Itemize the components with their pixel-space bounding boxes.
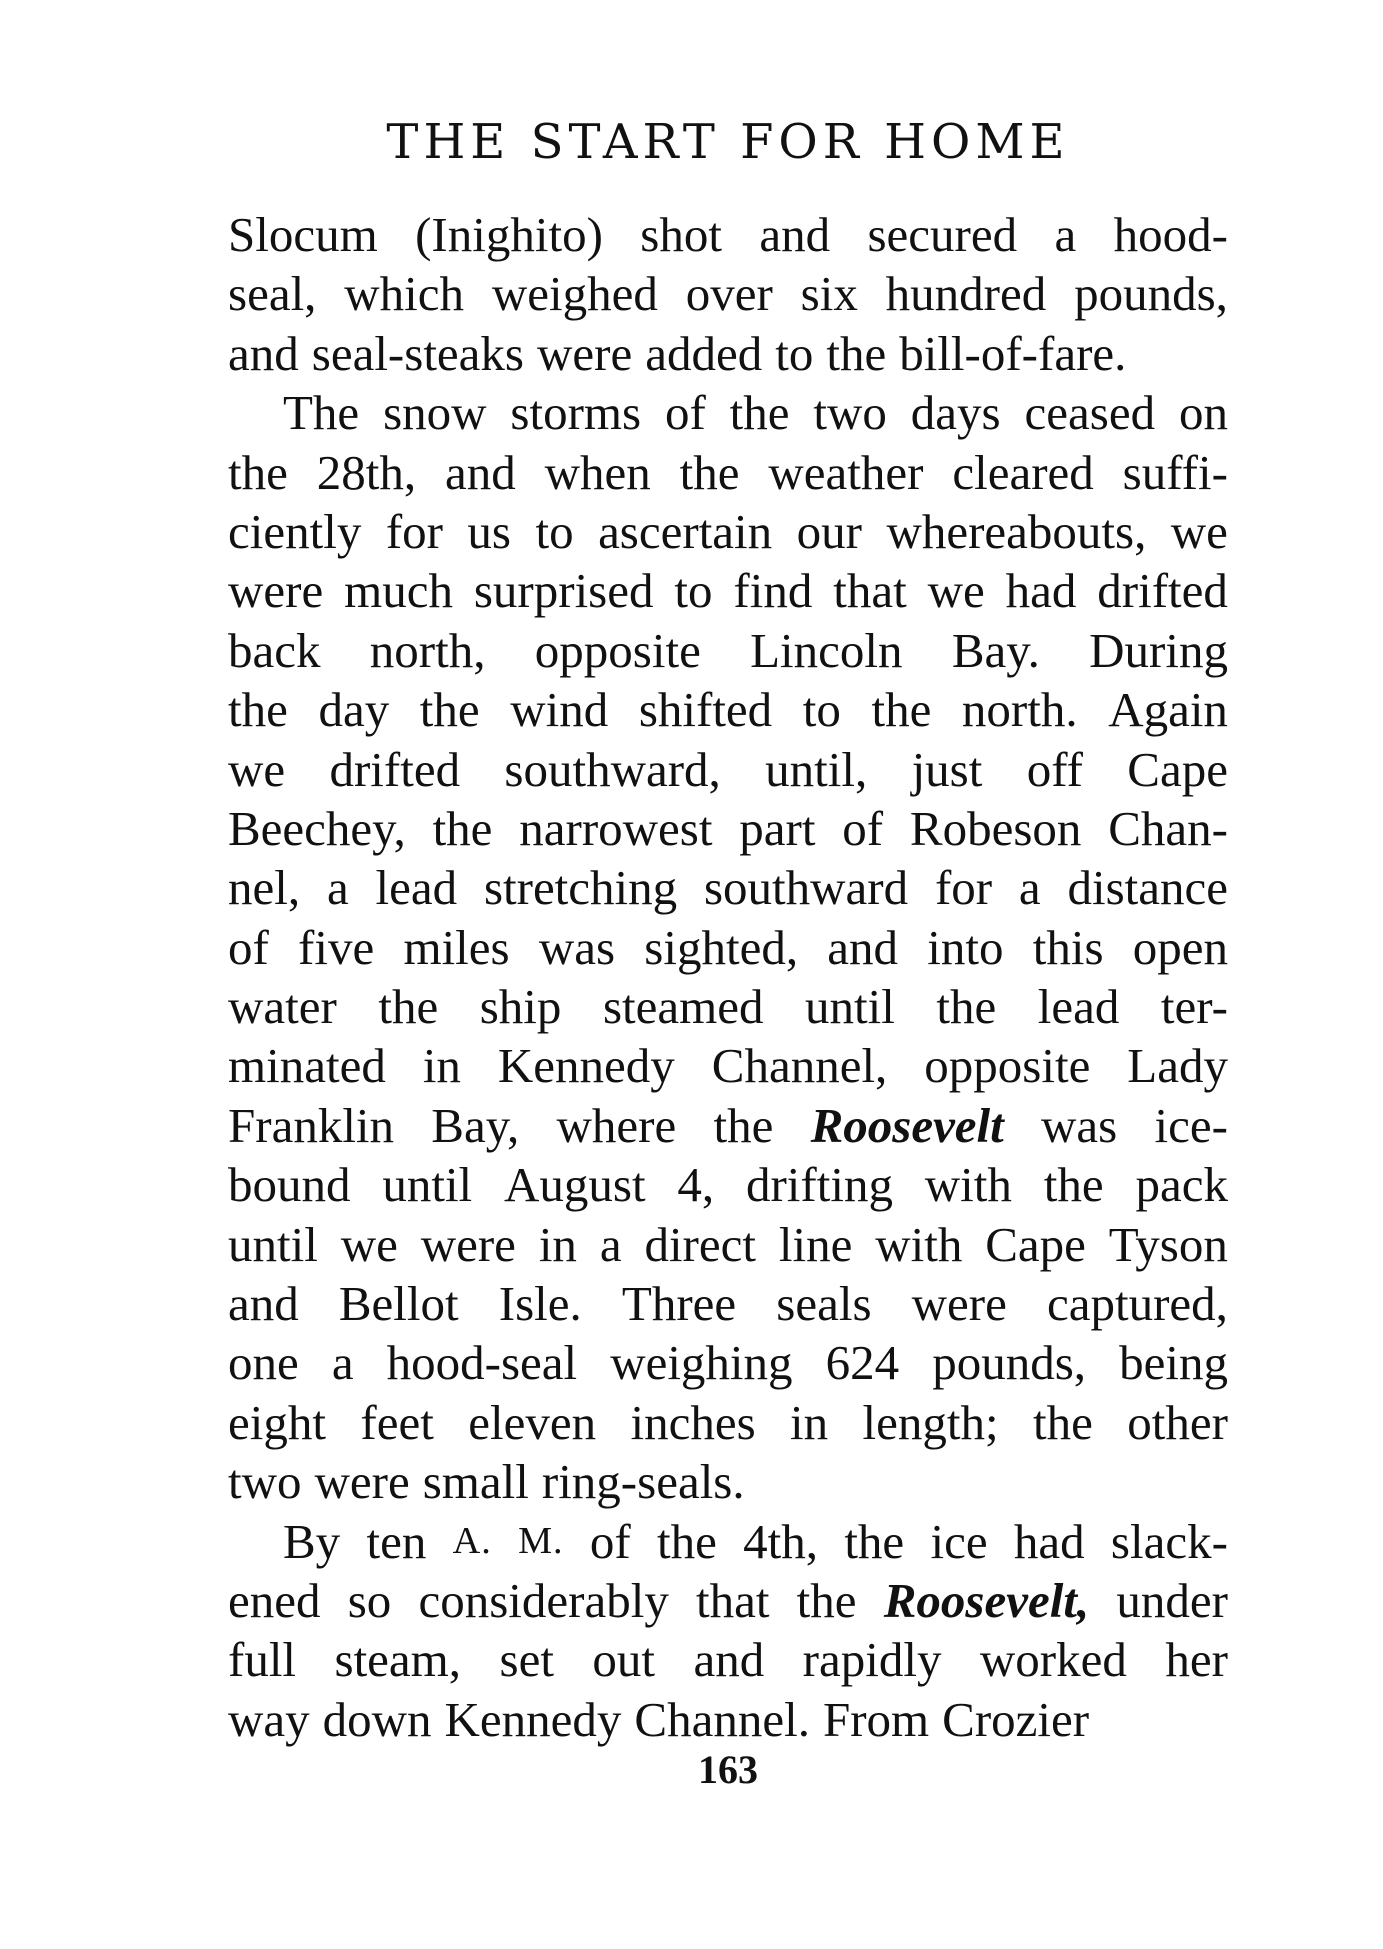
text-line: one a hood-seal weighing 624 pounds, being [228, 1335, 1228, 1391]
text-line: of five miles was sighted, and into this open [228, 919, 1228, 975]
text-line: we drifted southward, until, just off Cape [228, 741, 1228, 797]
text-line: water the ship steamed until the lead ter- [228, 979, 1228, 1035]
text-line: the day the wind shifted to the north. Again [228, 682, 1228, 738]
text-line: ened so considerably that the Roosevelt, under [228, 1572, 1228, 1628]
text-line: two were small ring-seals. [228, 1454, 745, 1510]
body-text [228, 205, 1228, 1749]
text-line: seal, which weighed over six hundred pounds, [228, 266, 1228, 322]
text-line: ciently for us to ascertain our whereabouts, we [228, 503, 1228, 559]
text-line: Slocum (Inighito) shot and secured a hood- [228, 207, 1228, 262]
text-line: nel, a lead stretching southward for a distance [228, 860, 1228, 916]
text-line: Franklin Bay, where the Roosevelt was ice- [228, 1097, 1228, 1153]
text-line: The snow storms of the two days ceased on [283, 385, 1228, 441]
text-line: Beechey, the narrowest part of Robeson Chan- [228, 800, 1228, 856]
text-line: bound until August 4, drifting with the pack [228, 1157, 1228, 1213]
text-line: way down Kennedy Channel. From Crozier [228, 1691, 1090, 1747]
text-line: and Bellot Isle. Three seals were captured, [228, 1276, 1228, 1332]
text-line: back north, opposite Lincoln Bay. During [228, 622, 1228, 678]
text-line: By ten A. M. of the 4th, the ice had slack- [283, 1513, 1228, 1569]
text-line: until we were in a direct line with Cape Tyson [228, 1216, 1228, 1272]
text-line: the 28th, and when the weather cleared suffi- [228, 444, 1228, 500]
text-line: eight feet eleven inches in length; the other [228, 1394, 1228, 1450]
text-line: were much surprised to find that we had drifted [228, 563, 1228, 619]
text-line: and seal-steaks were added to the bill-of-fare. [228, 325, 1127, 381]
page-number: 163 [698, 1747, 758, 1792]
running-head: THE START FOR HOME [386, 114, 1070, 170]
text-line: full steam, set out and rapidly worked her [228, 1632, 1228, 1688]
text-line: minated in Kennedy Channel, opposite Lady [228, 1038, 1228, 1094]
